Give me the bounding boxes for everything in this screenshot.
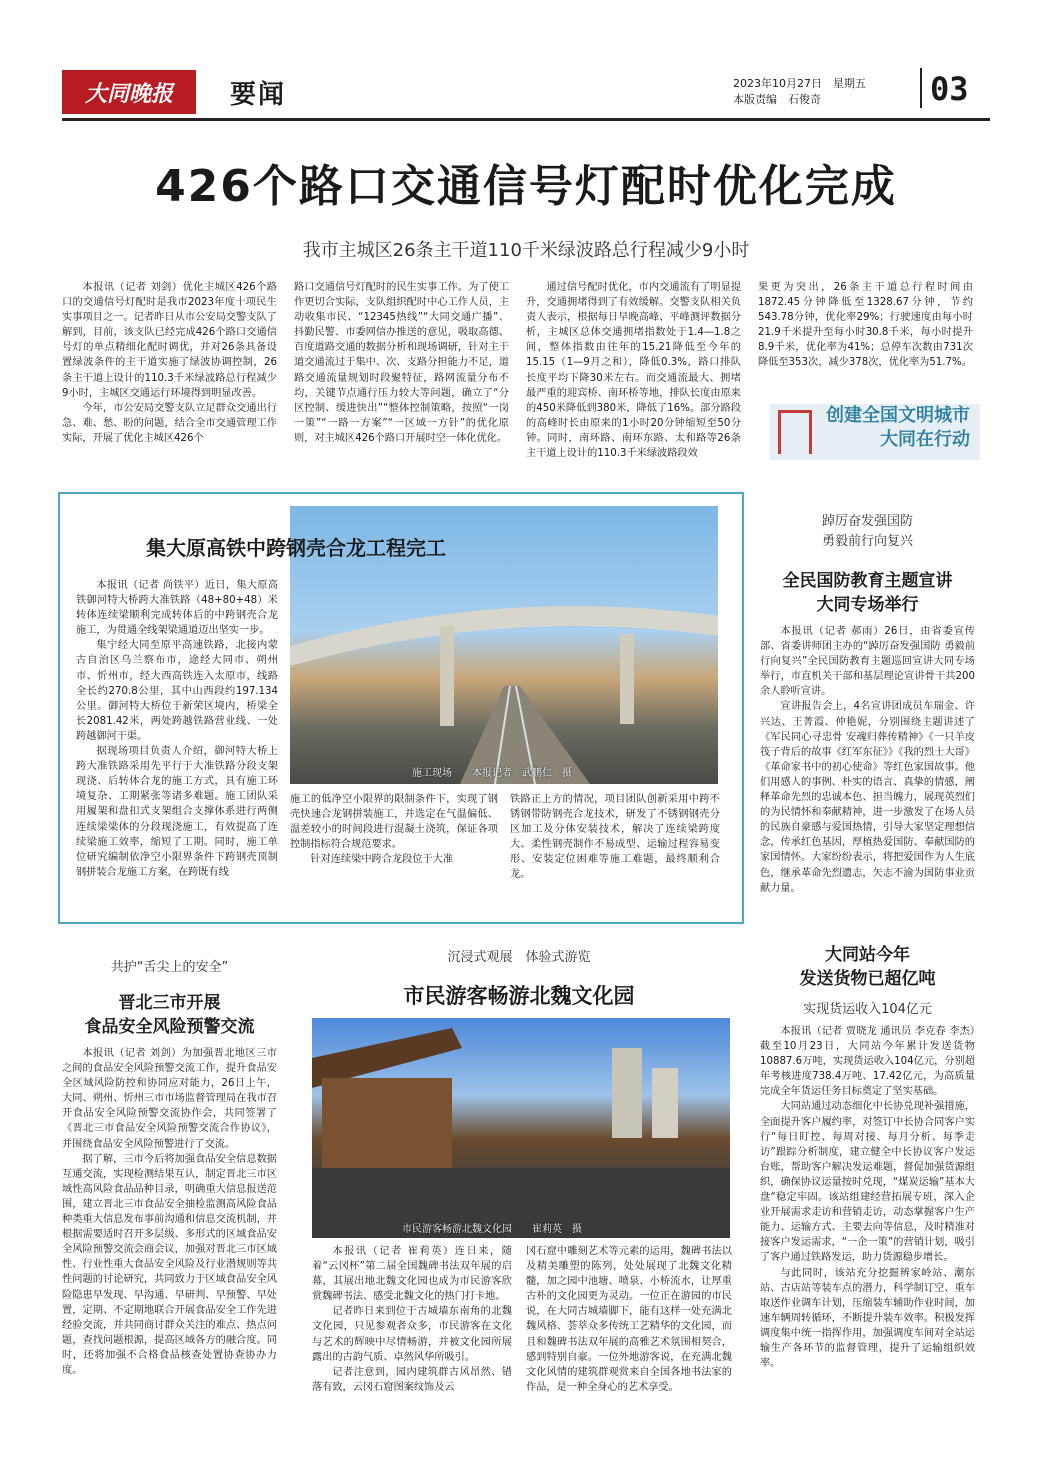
paragraph: 果更为突出，26条主干道总行程时间由1872.45分钟降低至1328.67分钟，节约543.78分钟，优化率29%；行驶速度由每小时21.9千米提升至每小时30.8千米，每小时提升8.9千米，优化率为41%；总停车次数由731次降低至353次，减少378次，优化率为51.7%。 — [758, 282, 973, 369]
culture-column-2 — [526, 1244, 732, 1424]
culture-photo — [312, 1018, 730, 1238]
paragraph: 施工的低净空小限界的限制条件下，实现了钢壳快速合龙钢拼装施工，并选定在气温偏低、温差较小的时间段进行混凝土浇筑，保证各项控制指标符合规范要求。 — [290, 794, 498, 851]
food-headline-1: 晋北三市开展 — [118, 993, 221, 1013]
station-headline-2: 发送货物已超亿吨 — [799, 969, 936, 989]
gate-icon — [778, 410, 812, 454]
rail-headline: 集大原高铁中跨钢壳合龙工程完工 — [146, 536, 446, 560]
culture-kicker: 沉浸式观展 体验式游览 — [447, 950, 591, 965]
issue-info — [733, 76, 866, 108]
paragraph: 本报讯（记者 贾晓龙 通讯员 李克春 李杰）截至10月23日，大同站今年累计发送货物10887.6万吨，实现货运收入104亿元，分别超年考核进度738.4万吨、17.42亿元，为高质量完成全年货运任务目标奠定了坚实基础。 — [760, 1026, 975, 1098]
paragraph: 大同站通过动态细化中长协兑现补强措施，全面提升客户履约率，对签订中长协合同客户实行“每日盯控、每周对接、每月分析、每季走访”跟踪分析制度，建立健全中长协议客户发运台账，帮助客户解决发运难题，督促加强货源组织，确保协议运量按时兑现，“煤炭运输”基本大盘“稳定牢固。该站组建经营拓展专班，深入企业开展需求走访和营销走访，动态掌握客户生产能力、运输方式、主要去向等信息，及时精准对接客户发运需求，“一企一策”的营销计划，吸引了客户通过铁路发运，助力货源稳步增长。 — [760, 1101, 975, 1264]
paragraph: 本报讯（记者 刘剑）为加强晋北地区三市之间的食品安全风险预警交流工作，提升食品安全区域风险防控和协同应对能力，26日上午，大同、朔州、忻州三市市场监督管理局在我市召开食品安全风险预警交流协作会，共同签署了《晋北三市食品安全风险预警交流合作协议》，并围绕食品安全风险预警进行了交流。 — [62, 1048, 277, 1150]
lead-column-3 — [526, 280, 741, 480]
defense-kicker-2: 勇毅前行向复兴 — [821, 534, 913, 549]
culture-headline: 市民游客畅游北魏文化园 — [403, 984, 635, 1008]
paragraph: 本报讯（记者 刘剑）优化主城区426个路口的交通信号灯配时是我市2023年度十项民生实事项目之一。记者昨日从市公安局交警支队了解到，目前，该支队已经完成426个路口交通信号灯的单点精细化配时调优，并对26条具备设置绿波条件的主干道实施了绿波协调控制，26条主干道上设计的110.3千米绿波路总行程减少9小时，主城区交通运行环境得到明显改善。 — [62, 282, 277, 399]
defense-body — [760, 624, 975, 924]
rail-photo-caption: 施工现场 本报记者 武鹏仁 摄 — [412, 768, 572, 779]
paragraph: 通过信号配时优化，市内交通流有了明显提升，交通拥堵得到了有效缓解。交警支队相关负责人表示，根据每日早晚高峰、平峰测评数据分析，主城区总体交通拥堵指数处于1.4—1.8之间，整体指数由往年的15.21降低至今年的15.15（1—9月之和），降低0.3%，路口排队长度平均下降30米左右。而交通流最大、拥堵最严重的迎宾桥、南环桥等地，排队长度由原来的450米降低到380米，降低了16%。部分路段的高峰时长由原来的1小时20分钟缩短至50分钟。同时，南环路、南环东路、太和路等26条主干道上设计的110.3千米绿波路段效 — [526, 282, 741, 460]
paragraph: 与此同时，该站充分挖掘辨家岭站、潮东站、古店站等装车点的潜力，科学制订空、重车取送作业调车计划，压缩装车辅助作业时间，加速车辆周转循环，不断提升装车效率。积极发挥调度集中统一指挥作用，加强调度车间对全站运输生产各环节的监督管理，提升了运输组织效率。 — [760, 1267, 975, 1370]
paragraph: 记者昨日来到位于古城墙东南角的北魏文化园，只见参观者众多，市民游客在文化与艺术的辉映中尽情畅游，并被文化园所展露出的古韵气质、卓然风华所吸引。 — [312, 1306, 512, 1363]
paragraph: 集宁经大同至原平高速铁路，北接内蒙古自治区乌兰察布市，途经大同市、朔州市、忻州市，经大西高铁连入太原市，线路全长约270.8公里，其中山西段约197.134公里。御河特大桥位于新荣区境内，桥梁全长2081.42米，两处跨越铁路营业线、一处跨越御河干渠。 — [76, 640, 278, 742]
section-name: 要闻 — [230, 80, 287, 110]
station-headline-1: 大同站今年 — [825, 945, 910, 965]
banner-line-1: 创建全国文明城市 — [826, 405, 970, 426]
paragraph: 本报讯（记者 尚铁平）近日，集大原高铁御河特大桥跨大准铁路（48+80+48）米转体连续梁顺利完成转体后的中跨钢壳合龙施工，为贯通全线架梁通道迈出坚实一步。 — [76, 580, 278, 637]
paper-logo: 大同晚报 — [62, 70, 196, 114]
rail-column-2 — [290, 792, 498, 912]
food-kicker: 共护“舌尖上的安全” — [110, 960, 229, 975]
lead-column-4 — [758, 280, 973, 390]
station-body — [760, 1024, 975, 1426]
rail-column-3 — [510, 792, 720, 912]
rail-column-1 — [76, 578, 278, 912]
food-body — [62, 1046, 277, 1426]
paragraph: 今年，市公安局交警支队立足群众交通出行急、难、愁、盼的问题，结合全市交通管理工作实际，开展了优化主城区426个 — [62, 402, 277, 444]
paragraph: 路口交通信号灯配时的民生实事工作。为了使工作更切合实际，支队组织配时中心工作人员，主动收集市民、“12345热线”“大同交通广播”、抖勤民警、市委网信办推送的意见，吸取高德、百度道路交通的数据分析和现场调研，针对主干道交通流过于集中、次、支路分担能力不足，道路交通流量规划时段聚特征，路网流量分布不均，关键节点通行压力较大等问题，确立了“分区控制、缓进快出”“整体控制策略，按照“一岗一策”“一路一方案”“一区域一方针”的优化原则，对主城区426个路口开展时空一体化优化。 — [294, 282, 509, 444]
paragraph: 据了解，三市今后将加强食品安全信息数据互通交流，实现检测结果互认，制定晋北三市区域性高风险食品品种目录，明确重大信息报送范围，建立晋北三市食品安全抽检监测高风险食品种类重大信息发布事前沟通和信息交流机制，并根据需要适时召开多层级、多形式的区域食品安全风险预警交流会商会议，加强对晋北三市区域性、行业性重大食品安全风险及行业潜规则等共性问题的讨论研究，共同致力于区域食品安全风险隐患早发现、早沟通、早研判、早预警、早处置，定期、不定期地联合开展食品安全工作先进经验交流，并共同商讨群众关注的难点、热点问题，查找问题根源，提高区域各方的融合度。同时，还将加强不合格食品核查处置协查协办力度。 — [62, 1153, 277, 1376]
lead-headline: 426个路口交通信号灯配时优化完成 — [155, 161, 897, 212]
paragraph: 针对连续梁中跨合龙段位于大准 — [310, 854, 454, 866]
lead-column-2 — [294, 280, 509, 480]
civilized-city-banner — [770, 404, 980, 460]
page-editor: 本版责编 石俊奇 — [733, 93, 821, 106]
paragraph: 宣讲报告会上，4名宣讲团成员车瑞金、许兴达、王菁霞、仲艳妮，分别围绕主题讲述了《军民同心寻忠骨 安魂归葬传精神》《一只羊皮筏子背后的故事《红军东征》》《我的烈士大哥》《革命家书中的初心使命》等红色家国故事。他们用感人的事例、朴实的语言、真挚的情感，阐释革命先烈的忠诚本色、担当魄力，展现英烈们的为民情怀和奉献精神，进一步激发了在场人员的民族自豪感与爱国热情，引导大家坚定理想信念，传承红色基因，厚植热爱国防、奉献国防的家国情怀。大家纷纷表示，将把爱国作为人生底色，继承革命先烈遗志，矢志不渝为国防事业贡献力量。 — [760, 701, 975, 894]
paragraph: 本报讯（记者 崔莉英）连日来，随着“云冈杯”第二届全国魏碑书法双年展的启幕，其展出地北魏文化园也成为市民游客欣赏魏碑书法、感受北魏文化的热门打卡地。 — [312, 1246, 512, 1303]
station-subhead: 实现货运收入104亿元 — [803, 1002, 932, 1017]
paragraph: 本报讯（记者 郝雨）26日，由省委宣传部、省委讲师团主办的“踔厉奋发强国防 勇毅前行向复兴”全民国防教育主题巡回宣讲大同专场举行，市直机关干部和基层理论宣讲骨干共200余人聆听宣讲。 — [760, 626, 975, 698]
pavilion-illustration — [312, 1018, 730, 1238]
masthead-separator — [920, 68, 922, 108]
defense-headline-2: 大同专场举行 — [816, 595, 919, 615]
paragraph: 据现场项目负责人介绍，御河特大桥上跨大准铁路采用先平行于大准铁路分段支架现浇、后转体合龙的施工方式，具有施工环境复杂、工期紧张等诸多难题。施工团队采用履架和盘扣式支架组合支撑体系进行两侧连续梁梁体的分段现浇施工，有效提高了连续梁施工效率，缩短了工期。同时，施工单位研究编制依净空小限界条件下跨钢壳顶制钢拼装合龙施工方案，在跨既有线 — [76, 746, 278, 878]
paragraph: 记者注意到，园内建筑群古风昂然、错落有致，云冈石窟图案纹饰及云 — [312, 1366, 512, 1393]
banner-line-2: 大同在行动 — [880, 429, 970, 450]
lead-subhead: 我市主城区26条主干道110千米绿波路总行程减少9小时 — [302, 240, 750, 261]
food-headline-2: 食品安全风险预警交流 — [84, 1017, 255, 1037]
culture-photo-caption: 市民游客畅游北魏文化园 崔莉英 摄 — [402, 1224, 582, 1235]
page-number: 03 — [930, 70, 969, 108]
paragraph: 铁路正上方的情况，项目团队创新采用中跨不锈钢带防钢壳合龙技术，研发了不锈钢钢壳分区加工及分体安装技术，解决了连续梁跨度大、柔性钢壳制作不易成型、运输过程容易变形、安装定位困难等施工难题，最终顺利合龙。 — [510, 794, 720, 881]
issue-date: 2023年10月27日 星期五 — [733, 77, 866, 90]
lead-column-1 — [62, 280, 277, 480]
masthead-rule — [62, 118, 990, 121]
culture-column-1 — [312, 1244, 512, 1424]
defense-kicker-1: 踔厉奋发强国防 — [821, 514, 913, 529]
paragraph: 冈石窟中雕刻艺术等元素的运用，魏碑书法以及精美雕塑的陈列，处处展现了北魏文化精髓，加之园中池塘、喷泉、小桥流水，让厚重古朴的文化园更为灵动。一位正在游园的市民说，在大同古城墙脚下，能有这样一处充满北魏风格、荟萃众多传统工艺精华的文化园，而且和魏碑书法双年展的高雅艺术氛围相契合，感到特别自豪。一位外地游客说，在充满北魏文化风情的建筑群观赏来自全国各地书法家的作品，是一种全身心的艺术享受。 — [526, 1246, 732, 1393]
defense-headline-1: 全民国防教育主题宣讲 — [782, 571, 953, 591]
